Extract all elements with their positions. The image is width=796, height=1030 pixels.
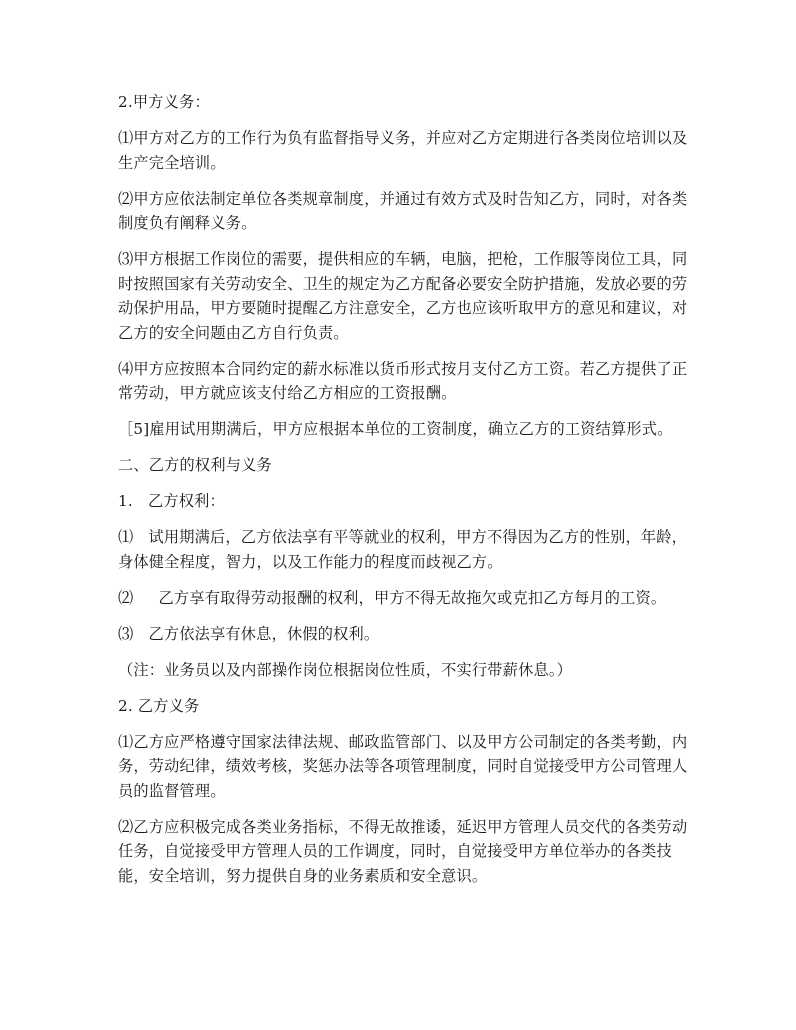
paragraph-party-a-obligation-5: ［5]雇用试用期满后，甲方应根据本单位的工资制度，确立乙方的工资结算形式。 xyxy=(118,420,673,438)
paragraph-party-a-obligation-4: ⑷甲方应按照本合同约定的薪水标准以货币形式按月支付乙方工资。若乙方提供了正常劳动，甲方就应该支付给乙方相应的工资报酬。 xyxy=(118,359,688,402)
paragraph-note: （注：业务员以及内部操作岗位根据岗位性质，不实行带薪休息。） xyxy=(118,660,573,679)
paragraph-party-a-obligation-2: ⑵甲方应依法制定单位各类规章制度，并通过有效方式及时告知乙方，同时，对各类制度负有阐释义务。 xyxy=(118,189,688,232)
paragraph-party-a-obligation-3: ⑶甲方根据工作岗位的需要，提供相应的车辆，电脑，把枪，工作服等岗位工具，同时按照国家有关劳动安全、卫生的规定为乙方配备必要安全防护措施，发放必要的劳动保护用品，甲方要随时提醒乙方注意安全，乙方也应该听取甲方的意见和建议，对乙方的安全问题由乙方自行负责。 xyxy=(118,250,688,342)
section-heading-party-a-obligations: 2.甲方义务： xyxy=(118,93,210,111)
paragraph-party-b-right-2: ⑵ 乙方享有取得劳动报酬的权利，甲方不得无故拖欠或克扣乙方每月的工资。 xyxy=(118,588,667,607)
document-body xyxy=(118,90,688,900)
paragraph-party-b-right-1: ⑴ 试用期满后，乙方依法享有平等就业的权利，甲方不得因为乙方的性别，年龄，身体健全程度，智力，以及工作能力的程度而歧视乙方。 xyxy=(118,528,688,571)
subheading-party-b-rights: 1. 乙方权利： xyxy=(118,492,225,510)
subheading-party-b-obligations: 2. 乙方义务 xyxy=(118,696,200,715)
paragraph-party-b-obligation-2: ⑵乙方应积极完成各类业务指标，不得无故推诿，延迟甲方管理人员交代的各类劳动任务，自觉接受甲方管理人员的工作调度，同时，自觉接受甲方单位举办的各类技能，安全培训，努力提供自身的业务素质和安全意识。 xyxy=(118,817,688,885)
paragraph-party-a-obligation-1: ⑴甲方对乙方的工作行为负有监督指导义务，并应对乙方定期进行各类岗位培训以及生产完全培训。 xyxy=(118,129,688,172)
section-heading-party-b-rights-obligations: 二、乙方的权利与义务 xyxy=(118,456,272,474)
paragraph-party-b-right-3: ⑶ 乙方依法享有休息，休假的权利。 xyxy=(118,624,380,643)
paragraph-party-b-obligation-1: ⑴乙方应严格遵守国家法律法规、邮政监管部门、以及甲方公司制定的各类考勤，内务，劳动纪律，绩效考核，奖惩办法等各项管理制度，同时自觉接受甲方公司管理人员的监督管理。 xyxy=(118,732,688,800)
